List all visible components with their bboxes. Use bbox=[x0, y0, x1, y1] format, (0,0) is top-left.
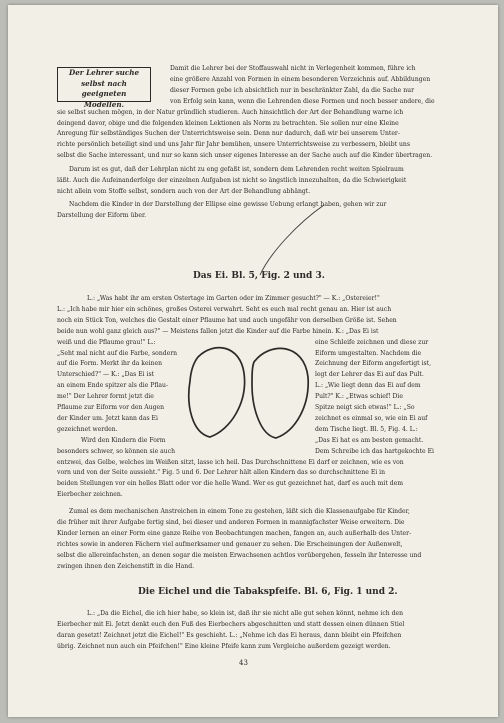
text-line: die früher mit ihrer Aufgabe fertig sind, bei dieser und anderen Formen in mannigfachster Weise erweitern. Die bbox=[57, 518, 405, 526]
section-heading-egg: Das Ei. Bl. 5, Fig. 2 und 3. bbox=[193, 271, 325, 281]
text-line: Damit die Lehrer bei der Stoffauswahl nicht in Verlegenheit kommen, führe ich bbox=[170, 65, 416, 72]
text-line: weiß und die Pflaume grau!" L.: bbox=[57, 338, 156, 346]
page-number: 43 bbox=[239, 659, 248, 667]
text-line: dieser Formen gebe ich absichtlich nur in beschränkter Zahl, da die Sache nur bbox=[170, 86, 414, 94]
text-line: zeichnet es einmal so, wie ein Ei auf bbox=[315, 414, 428, 422]
text-line: vorn und von der Seite aussieht." Fig. 5 und 6. Der Lehrer hält allen Kindern das so durchschnittene Ei in bbox=[57, 469, 386, 477]
text-line: besonders schwer, so können sie auch bbox=[57, 447, 176, 455]
text-line: eine Schleife zeichnen und diese zur bbox=[315, 338, 429, 346]
egg-dialog-bottom bbox=[57, 458, 444, 502]
text-line: entzwei, das Gelbe, welches im Weißen sitzt, lasse ich heil. Das Durchschnittene Ei darf er zeichnen, wie es von bbox=[57, 458, 404, 466]
text-line: selbst die allereinfachsten, an denen sogar die meisten Erwachsenen achtlos vorübergehen, fesseln ihr Interesse und bbox=[57, 551, 422, 559]
text-line: Spitze neigt sich etwas!" L.: „So bbox=[315, 404, 415, 412]
text-line: richte persönlich beteiligt sind und uns Jahr für Jahr bemühen, unsere Unterrichtsweise zu verbessern, bleibt uns bbox=[57, 141, 410, 149]
text-line: von Erfolg sein kann, wenn die Lehrenden diese Formen und noch besser andere, die bbox=[170, 97, 435, 105]
text-line: der Kinder um. Jetzt kann das Ei bbox=[57, 414, 158, 422]
text-line: Nachdem die Kinder in der Darstellung der Ellipse eine gewisse Uebung erlangt haben, gehen wir zur bbox=[69, 201, 387, 208]
egg-outline-left bbox=[189, 348, 245, 437]
document-page bbox=[8, 5, 498, 717]
text-line: Anregung für selbständiges Suchen der Unterrichtsweise sein. Denn nur dadurch, daß wir bei unserem Unter- bbox=[57, 130, 400, 138]
margin-note-line: Modellen. bbox=[83, 99, 125, 109]
text-line: richtes sowie in anderen Fächern viel aufmerksamer und genauer zu sehen. Die Erscheinungen der Außenwelt, bbox=[57, 540, 403, 548]
text-line: „Seht mal nicht auf die Farbe, sondern bbox=[57, 349, 178, 357]
text-line: an einem Ende spitzer als die Pflau- bbox=[57, 382, 169, 390]
text-line: L.: „Was habt ihr am ersten Ostertage im Garten oder im Zimmer gesucht?" — K.: „Ostereier!" bbox=[87, 295, 380, 302]
text-line: dem Tische liegt. Bl. 5, Fig. 4. L.: bbox=[315, 425, 418, 433]
text-line: beiden Stellungen vor ein helles Blatt oder vor die helle Wand. Wer es gut gezeichnet hat, darf es auch mit dem bbox=[57, 480, 404, 488]
text-line: „Das Ei hat es am besten gemacht. bbox=[315, 436, 424, 444]
text-line: legt der Lehrer das Ei auf das Pult. bbox=[315, 371, 424, 379]
text-line: daran gesetzt! Zeichnet jetzt die Eichel!" Es geschieht. L.: „Nehme ich das Ei heraus, dann bleibt ein Pfeifchen bbox=[57, 631, 402, 639]
text-line: läßt. Auch die Aufeinanderfolge der einzelnen Aufgaben ist nicht so ängstlich innezuhalten, da die Schwierigkeit bbox=[57, 176, 407, 184]
text-line: nicht allein vom Stoffe selbst, sondern auch von der Art der Behandlung abhängt. bbox=[57, 187, 311, 195]
text-line: Eierbecher zeichnen. bbox=[57, 491, 123, 499]
text-line: Pult?" K.: „Etwas schief! Die bbox=[315, 393, 403, 401]
text-line: Zumal es dem mechanischen Anstreichen in einem Tone zu gestehen, läßt sich die Klassenaufgabe für Kinder, bbox=[69, 508, 410, 515]
text-line: beide nun wohl ganz gleich aus?" — Meistens fallen jetzt die Kinder auf die Farbe hinein. K.: „Das Ei ist bbox=[57, 327, 379, 335]
text-line: auf die Form. Merkt ihr da keinen bbox=[57, 360, 163, 368]
text-line: Unterschied?" — K.: „Das Ei ist bbox=[57, 371, 155, 379]
text-line: Zeichnung der Eiform angefertigt ist, bbox=[315, 360, 432, 368]
text-line: sie selbst suchen mögen, in der Natur gründlich studieren. Auch hinsichtlich der Art der Behandlung warne ich bbox=[57, 108, 404, 116]
egg-outline-right bbox=[252, 348, 308, 438]
text-line: Darstellung der Eiform über. bbox=[57, 211, 147, 219]
text-line: Darum ist es gut, daß der Lehrplan nicht zu eng gefaßt ist, sondern dem Lehrenden recht weiten Spielraum bbox=[69, 166, 404, 173]
text-line: Kinder lernen an einer Form eine ganze Reihe von Beobachtungen machen, fangen an, auch außerhalb des Unter- bbox=[57, 529, 412, 537]
text-line: deingend davor, obige und die folgenden kleinen Lektionen als Norm zu betrachten. Sie sollen nur eine Kleine bbox=[57, 119, 399, 127]
text-line: noch ein Stück Ton, welches die Gestalt einer Pflaume hat und auch ungefähr von derselben Größe ist. Sehen bbox=[57, 316, 397, 324]
egg-dialog-right-column bbox=[315, 338, 445, 458]
paragraph-5 bbox=[57, 609, 444, 653]
text-line: zwingen ihnen den Zeichenstift in die Hand. bbox=[57, 562, 195, 570]
text-line: Wird den Kindern die Form bbox=[81, 436, 166, 444]
text-line: L.: „Ich habe mir hier ein schönes, großes Osterei verwahrt. Seht es euch mal recht genau an. Hier ist auch bbox=[57, 305, 392, 313]
paragraph-4 bbox=[57, 507, 444, 572]
text-line: Eiform umgestalten. Nachdem die bbox=[315, 349, 422, 357]
text-line: gezeichnet werden. bbox=[57, 425, 118, 433]
text-line: eine größere Anzahl von Formen in einem besonderen Verzeichnis auf. Abbildungen bbox=[170, 75, 431, 83]
text-line: übrig. Zeichnet nun auch ein Pfeifchen!" Eine kleine Pfeife kann zum Vergleiche außerdem gezeigt werden. bbox=[57, 642, 391, 650]
text-line: L.: „Wie liegt denn das Ei auf dem bbox=[315, 382, 421, 390]
text-line: Pflaume zur Eiform vor den Augen bbox=[57, 404, 165, 412]
text-line: selbst die Sache interessant, und nur so kann sich unser eigenes Interesse an der Sache auch auf die Kinder übertragen. bbox=[57, 152, 433, 160]
text-line: Dem Schreibe ich das hartgekochte Ei bbox=[315, 447, 434, 455]
text-line: L.: „Da die Eichel, die ich hier habe, so klein ist, daß ihr sie nicht alle gut sehen könnt, nehme ich den bbox=[87, 610, 404, 617]
section-heading-acorn-pipe: Die Eichel und die Tabakspfeife. Bl. 6, Fig. 1 und 2. bbox=[138, 587, 398, 597]
text-line: Eierbecher mit Ei. Jetzt denkt euch den Fuß des Eierbechers abgeschnitten und statt dessen einen dünnen Stiel bbox=[57, 620, 405, 628]
margin-note-line: selbst nach geeigneten bbox=[81, 78, 127, 98]
text-line: me!" Der Lehrer formt jetzt die bbox=[57, 393, 154, 401]
margin-note-line: Der Lehrer suche bbox=[68, 68, 140, 77]
